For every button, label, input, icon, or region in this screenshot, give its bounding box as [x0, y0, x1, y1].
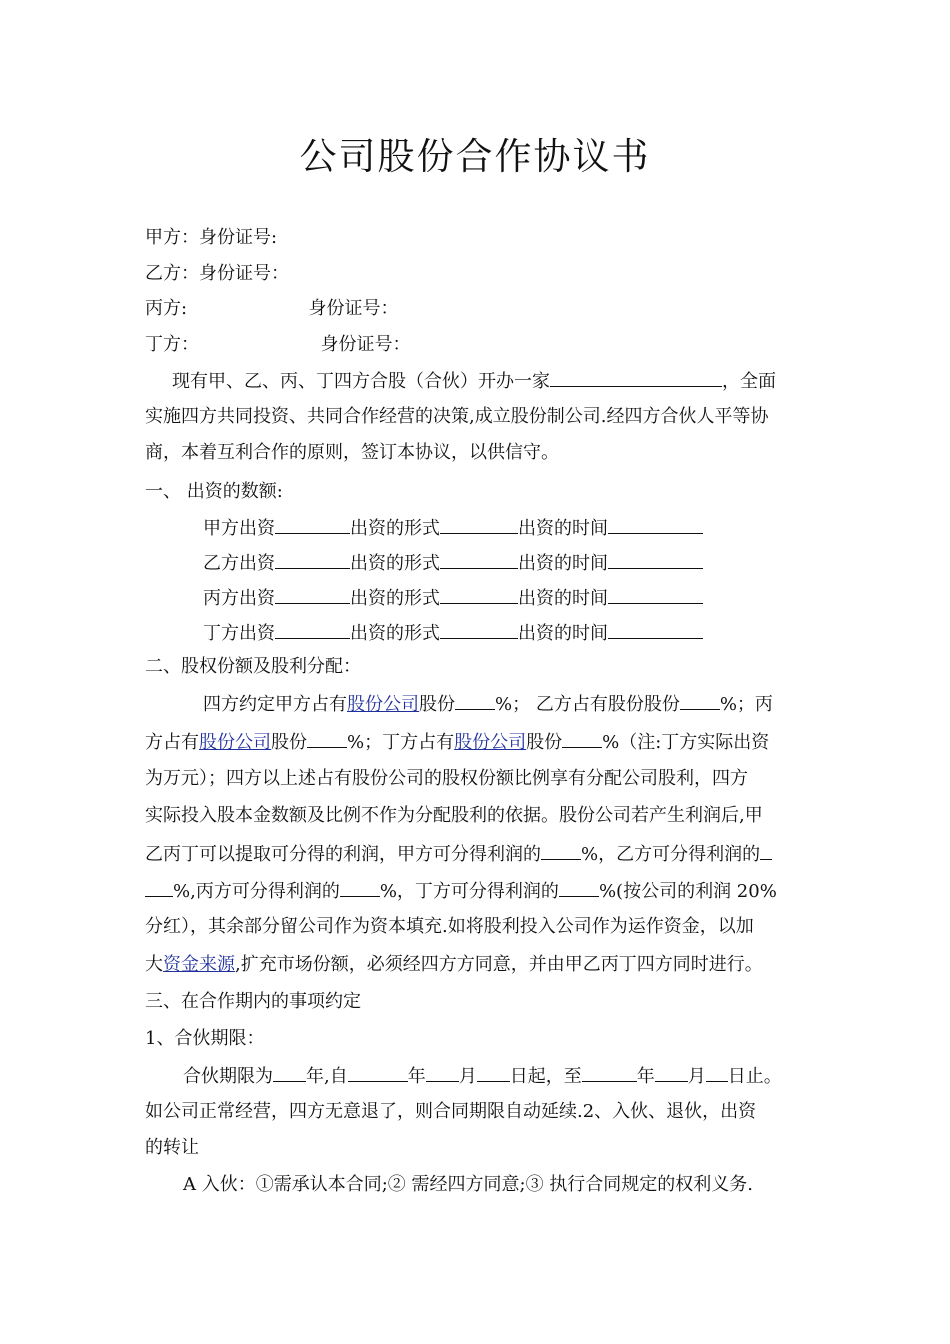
body-text: 年 [407, 1066, 426, 1087]
blank [608, 550, 703, 569]
blank-start-month [426, 1063, 459, 1082]
row-form: 出资的形式 [350, 588, 440, 609]
row-time: 出资的时间 [518, 553, 608, 574]
section-3-heading: 三、在合作期内的事项约定 [145, 991, 361, 1012]
intro-text: ，全面 [722, 371, 776, 392]
intro-line-2: 实施四方共同投资、共同合作经营的决策,成立股份制公司.经四方合伙人平等协 [145, 406, 769, 427]
body-text: %,丙方可分得利润的 [173, 881, 340, 902]
body-text: 股份 [419, 694, 455, 715]
body-text: %(按公司的利润 20% [598, 881, 777, 902]
section-2-line-8 [145, 953, 763, 977]
body-text: 股份 [526, 732, 563, 753]
blank-start-year [348, 1063, 408, 1082]
section-2-line-1 [203, 691, 773, 717]
blank [275, 620, 350, 639]
link-zijin-laiyuan[interactable]: 资金来源 [163, 954, 235, 975]
section-2-line-4: 实际投入股本金数额及比例不作为分配股利的依据。股份公司若产生利润后,甲 [145, 805, 763, 826]
join-clause: A 入伙：①需承认本合同;② 需经四方同意;③ 执行合同规定的权利义务. [183, 1174, 754, 1195]
section-2-line-2 [145, 729, 769, 755]
blank-company-name [550, 368, 722, 387]
contribution-row-c [203, 585, 703, 611]
body-text: 日起，至 [509, 1066, 582, 1087]
body-text: %，乙方可分得利润的 [581, 844, 761, 865]
party-d-line [145, 333, 410, 357]
body-text: 日止。 [727, 1066, 782, 1087]
link-gufen-gongsi[interactable]: 股份公司 [454, 732, 527, 753]
blank [145, 878, 173, 897]
blank [275, 515, 350, 534]
blank [440, 515, 518, 534]
body-text: 股份 [271, 732, 307, 753]
party-b-line: 乙方：身份证号： [145, 263, 289, 284]
body-text: 合伙期限为 [183, 1066, 273, 1087]
link-gufen-gongsi[interactable]: 股份公司 [347, 694, 419, 715]
contribution-row-b [203, 550, 703, 576]
term-line-1 [183, 1063, 782, 1089]
intro-line-1 [172, 368, 776, 394]
document-title: 公司股份合作协议书 [299, 135, 651, 178]
body-text: 大 [145, 954, 163, 975]
body-text: 月 [687, 1066, 706, 1087]
blank-end-month [655, 1063, 688, 1082]
section-2-line-7: 分红），其余部分留公司作为资本填充.如将股利投入公司作为运作资金，以加 [145, 916, 754, 937]
blank-end-day [706, 1063, 728, 1082]
intro-line-3: 商，本着互利合作的原则，签订本协议，以供信守。 [145, 442, 559, 463]
party-a-line: 甲方：身份证号: [145, 227, 278, 248]
blank [275, 550, 350, 569]
section-2-heading: 二、股权份额及股利分配： [145, 656, 361, 677]
blank [562, 729, 602, 748]
row-form: 出资的形式 [350, 518, 440, 539]
row-party: 甲方出资 [203, 518, 275, 539]
body-text: 年,自 [306, 1066, 348, 1087]
party-d-label: 丁方： [145, 334, 199, 355]
section-2-line-5 [145, 841, 772, 867]
contribution-row-d [203, 620, 703, 646]
row-party: 丙方出资 [203, 588, 275, 609]
body-text: 月 [458, 1066, 477, 1087]
party-c-id-label: 身份证号： [308, 298, 399, 319]
blank [455, 691, 495, 710]
blank [440, 620, 518, 639]
section-2-line-3: 为万元）；四方以上述占有股份公司的股权份额比例享有分配公司股利，四方 [145, 768, 748, 789]
party-c-label: 丙方: [145, 298, 188, 319]
blank [680, 691, 720, 710]
subsection-1-heading: 1、合伙期限： [145, 1028, 265, 1049]
term-line-2: 如公司正常经营，四方无意退了，则合同期限自动延续.2、入伙、退伙，出资 [145, 1101, 757, 1122]
blank [307, 729, 347, 748]
body-text: 年 [636, 1066, 655, 1087]
section-2-line-6 [145, 878, 777, 904]
blank [760, 841, 772, 860]
body-text: 方占有 [145, 732, 199, 753]
body-text: %；丁方占有 [347, 732, 455, 753]
body-text: %（注:丁方实际出资 [602, 732, 770, 753]
blank [608, 515, 703, 534]
body-text: 四方约定甲方占有 [203, 694, 347, 715]
party-c-line [145, 297, 399, 321]
row-party: 丁方出资 [203, 623, 275, 644]
blank [559, 878, 599, 897]
blank [275, 585, 350, 604]
blank [541, 841, 581, 860]
body-text: ,扩充市场份额，必须经四方方同意，并由甲乙丙丁四方同时进行。 [235, 954, 763, 975]
row-time: 出资的时间 [518, 518, 608, 539]
link-gufen-gongsi[interactable]: 股份公司 [199, 732, 271, 753]
party-d-id-label: 身份证号： [320, 334, 411, 355]
row-party: 乙方出资 [203, 553, 275, 574]
body-text: %； 乙方占有股份股份 [495, 694, 680, 715]
intro-text: 现有甲、乙、丙、丁四方合股（合伙）开办一家 [172, 371, 550, 392]
row-time: 出资的时间 [518, 588, 608, 609]
term-line-3: 的转让 [145, 1137, 199, 1158]
blank [608, 620, 703, 639]
row-form: 出资的形式 [350, 623, 440, 644]
body-text: 乙丙丁可以提取可分得的利润，甲方可分得利润的 [145, 844, 541, 865]
blank-end-year [582, 1063, 637, 1082]
contribution-row-a [203, 515, 703, 541]
blank [608, 585, 703, 604]
row-form: 出资的形式 [350, 553, 440, 574]
blank [340, 878, 380, 897]
row-time: 出资的时间 [518, 623, 608, 644]
blank [440, 585, 518, 604]
blank-start-day [477, 1063, 510, 1082]
section-1-heading: 一、 出资的数额: [145, 481, 283, 502]
blank [440, 550, 518, 569]
body-text: %，丁方可分得利润的 [379, 881, 559, 902]
blank-years [273, 1063, 306, 1082]
body-text: %；丙 [719, 694, 773, 715]
